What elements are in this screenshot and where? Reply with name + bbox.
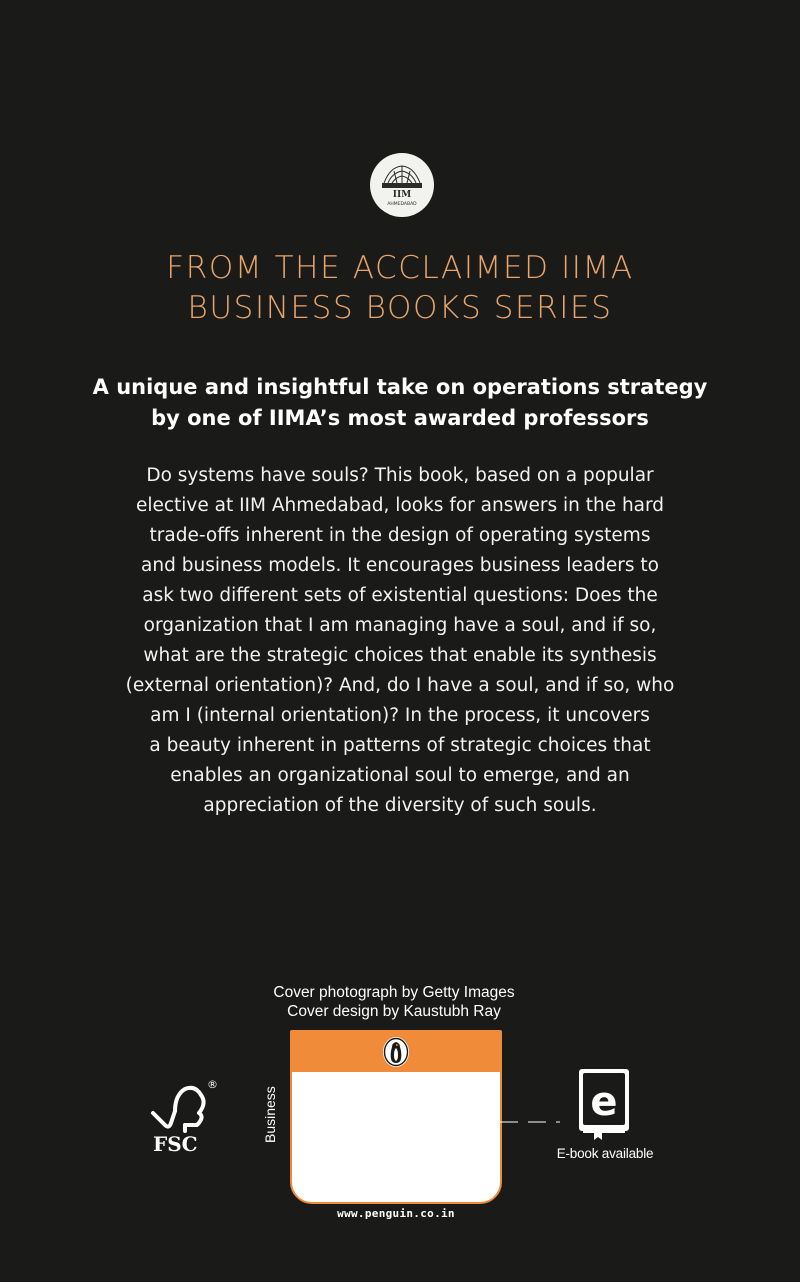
blurb-line: organization that I am managing have a soul, and if so, xyxy=(143,615,657,636)
svg-text:FSC: FSC xyxy=(153,1132,198,1155)
blurb-line: elective at IIM Ahmedabad, looks for answers in the hard xyxy=(135,495,665,516)
tagline-line-2: by one of IIMA’s most awarded professors xyxy=(151,406,649,430)
penguin-band xyxy=(292,1032,500,1072)
blurb-line: enables an organizational soul to emerge, and an xyxy=(170,765,630,786)
photo-credit: Cover photograph by Getty Images xyxy=(273,984,515,1001)
ebook-label: E-book available xyxy=(556,1146,654,1161)
cover-credits xyxy=(0,983,788,1021)
series-heading-line-1: FROM THE ACCLAIMED IIMA xyxy=(166,250,634,286)
ebook-connector-line xyxy=(500,1121,560,1123)
fsc-logo xyxy=(145,1073,217,1155)
category-label: Business xyxy=(262,1086,278,1143)
svg-text:AHMEDABAD: AHMEDABAD xyxy=(387,202,417,207)
blurb-line: Do systems have souls? This book, based on a popular xyxy=(146,465,654,486)
blurb-line: a beauty inherent in patterns of strategic choices that xyxy=(149,735,651,756)
series-heading-line-2: BUSINESS BOOKS SERIES xyxy=(187,290,613,326)
ebook-icon xyxy=(578,1068,630,1140)
tagline xyxy=(0,372,800,434)
penguin-logo xyxy=(383,1037,409,1067)
iima-seal-logo xyxy=(370,153,434,217)
blurb-line: what are the strategic choices that enable its synthesis xyxy=(143,645,657,666)
book-blurb xyxy=(0,461,800,821)
blurb-line: appreciation of the diversity of such souls. xyxy=(203,795,597,816)
svg-text:e: e xyxy=(590,1079,618,1125)
svg-text:®: ® xyxy=(207,1078,217,1091)
blurb-line: am I (internal orientation)? In the process, it uncovers xyxy=(150,705,650,726)
tagline-line-1: A unique and insightful take on operations strategy xyxy=(92,375,708,399)
design-credit: Cover design by Kaustubh Ray xyxy=(287,1003,501,1020)
svg-text:IIM: IIM xyxy=(392,190,412,200)
blurb-line: trade-offs inherent in the design of operating systems xyxy=(149,525,651,546)
series-heading xyxy=(0,248,800,328)
blurb-line: ask two different sets of existential questions: Does the xyxy=(142,585,658,606)
publisher-website: www.penguin.co.in xyxy=(337,1207,455,1220)
penguin-book-frame xyxy=(290,1030,502,1204)
blurb-line: (external orientation)? And, do I have a soul, and if so, who xyxy=(125,675,675,696)
blurb-line: and business models. It encourages business leaders to xyxy=(141,555,659,576)
